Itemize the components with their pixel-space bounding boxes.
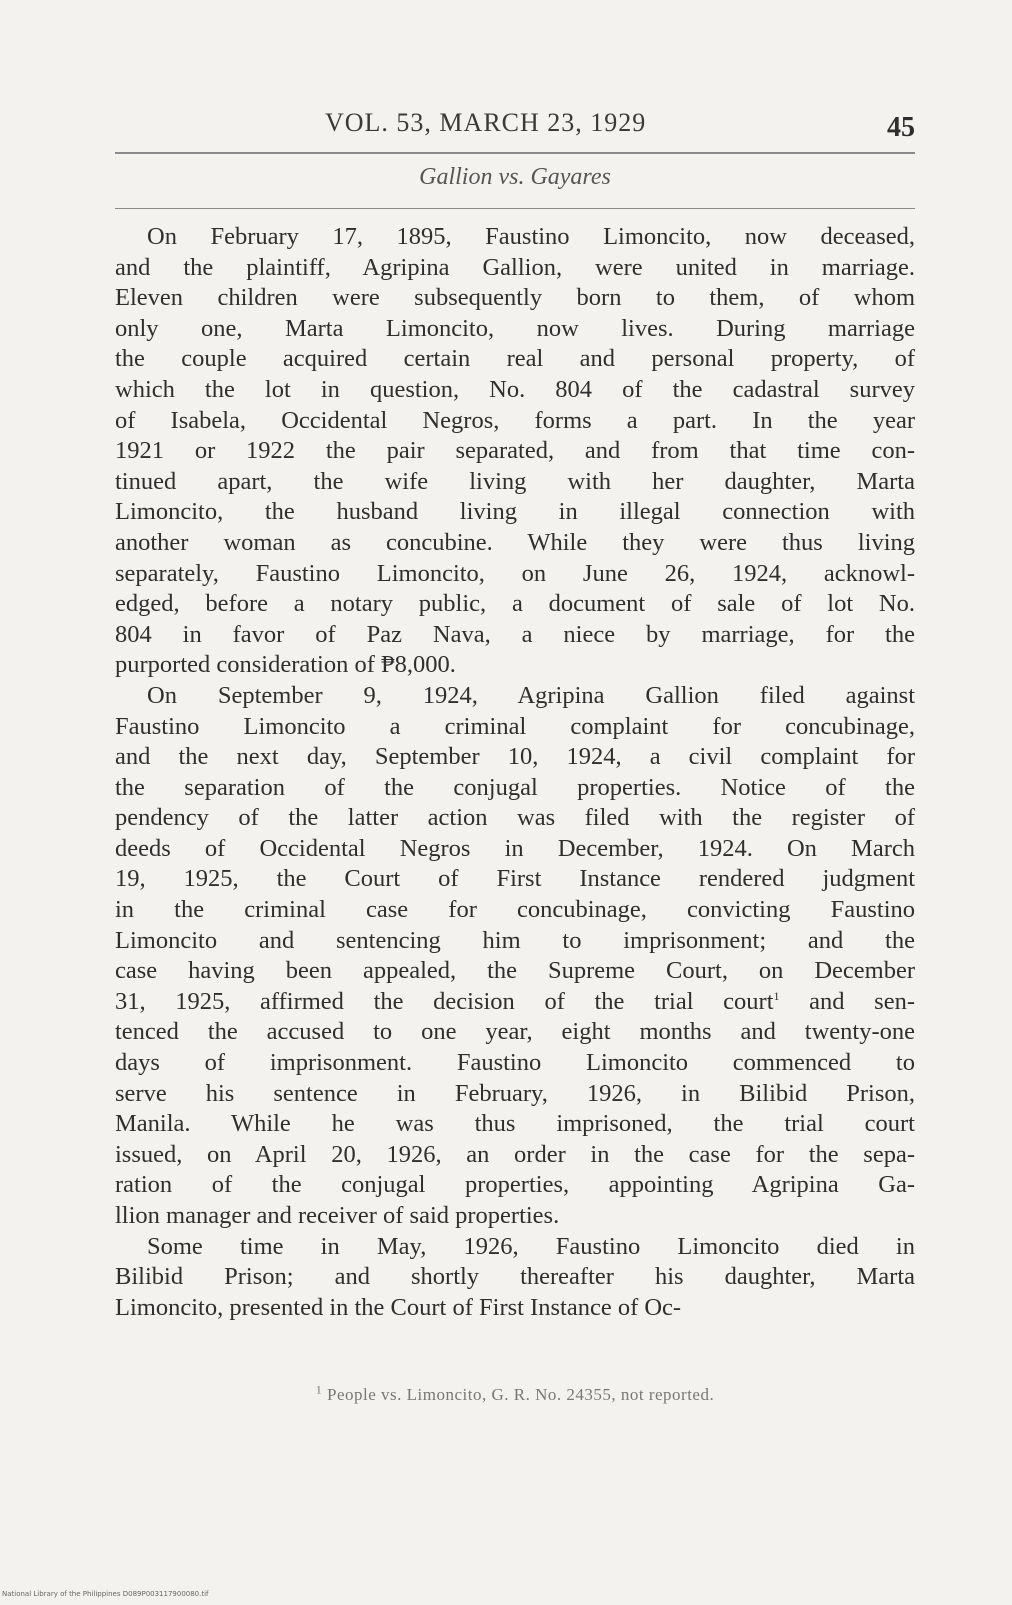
paragraph-2 (115, 681, 915, 1232)
text-line: llion manager and receiver of said properties. (115, 1202, 560, 1229)
case-title-rule (115, 208, 915, 209)
text-line: edged, before a notary public, a document of sale of lot No. (115, 590, 915, 618)
footnote-reference-tail: and sen- (779, 987, 915, 1015)
text-line: 19, 1925, the Court of First Instance rendered judgment (115, 865, 915, 893)
text-line: Limoncito and sentencing him to imprisonment; and the (115, 926, 915, 954)
text-line: Limoncito, presented in the Court of First Instance of Oc- (115, 1293, 682, 1321)
text-line: tenced the accused to one year, eight months and twenty-one (115, 1018, 915, 1046)
text-line: the couple acquired certain real and personal property, of (115, 345, 915, 373)
volume-date-heading: VOL. 53, MARCH 23, 1929 (325, 108, 647, 137)
footnote-marker: 1 (315, 1382, 323, 1397)
page-number: 45 (887, 112, 915, 143)
text-line: which the lot in question, No. 804 of the cadastral survey (115, 375, 915, 403)
text-line: serve his sentence in February, 1926, in Bilibid Prison, (115, 1079, 915, 1107)
text-line: Eleven children were subsequently born to them, of whom (115, 284, 915, 312)
footnote (115, 1382, 915, 1405)
running-head (115, 108, 915, 148)
text-line: of Isabela, Occidental Negros, forms a part. In the year (115, 406, 915, 434)
text-line: days of imprisonment. Faustino Limoncito commenced to (115, 1049, 915, 1077)
text-line: only one, Marta Limoncito, now lives. During marriage (115, 314, 915, 342)
text-line: the separation of the conjugal properties. Notice of the (115, 773, 915, 801)
text-line: purported consideration of ₱8,000. (115, 651, 456, 679)
text-line: Faustino Limoncito a criminal complaint for concubinage, (115, 712, 915, 740)
text-line: pendency of the latter action was filed with the register of (115, 804, 915, 832)
text-line: tinued apart, the wife living with her daughter, Marta (115, 467, 915, 495)
text-line: and the plaintiff, Agripina Gallion, were united in marriage. (115, 253, 915, 281)
footnote-reference: 1 (773, 988, 780, 1003)
footnote-text: People vs. Limoncito, G. R. No. 24355, not reported. (327, 1385, 715, 1404)
paragraph-1 (115, 222, 915, 681)
text-line: 31, 1925, affirmed the decision of the trial court$^1$ and sen- (115, 987, 915, 1015)
text-line: deeds of Occidental Negros in December, 1924. On March (115, 834, 915, 862)
text-line: and the next day, September 10, 1924, a civil complaint for (115, 743, 915, 771)
text-line: 804 in favor of Paz Nava, a niece by marriage, for the (115, 620, 915, 648)
text-line: On February 17, 1895, Faustino Limoncito, now deceased, (147, 223, 915, 250)
text-line: On September 9, 1924, Agripina Gallion filed against (147, 681, 915, 709)
text-line: another woman as concubine. While they were thus living (115, 528, 915, 556)
text-line: in the criminal case for concubinage, convicting Faustino (115, 896, 915, 924)
text-line: ration of the conjugal properties, appointing Agripina Ga- (115, 1171, 915, 1199)
text-line: Limoncito, the husband living in illegal connection with (115, 498, 915, 526)
text-line: issued, on April 20, 1926, an order in the case for the sepa- (115, 1140, 915, 1168)
body-text (115, 222, 915, 1323)
text-line: Some time in May, 1926, Faustino Limoncito died in (147, 1232, 915, 1260)
scan-imprint: National Library of the Philippines D089P003117900080.tif (2, 1590, 209, 1598)
text-line: 1921 or 1922 the pair separated, and from that time con- (115, 437, 915, 465)
text-line: Bilibid Prison; and shortly thereafter his daughter, Marta (115, 1263, 915, 1291)
text-line: separately, Faustino Limoncito, on June 26, 1924, acknowl- (115, 559, 915, 587)
text-line: case having been appealed, the Supreme Court, on December (115, 957, 915, 985)
case-title: Gallion vs. Gayares (419, 164, 611, 190)
header-rule (115, 152, 915, 154)
paragraph-3 (115, 1232, 915, 1324)
text-line: Manila. While he was thus imprisoned, the trial court (115, 1110, 915, 1138)
